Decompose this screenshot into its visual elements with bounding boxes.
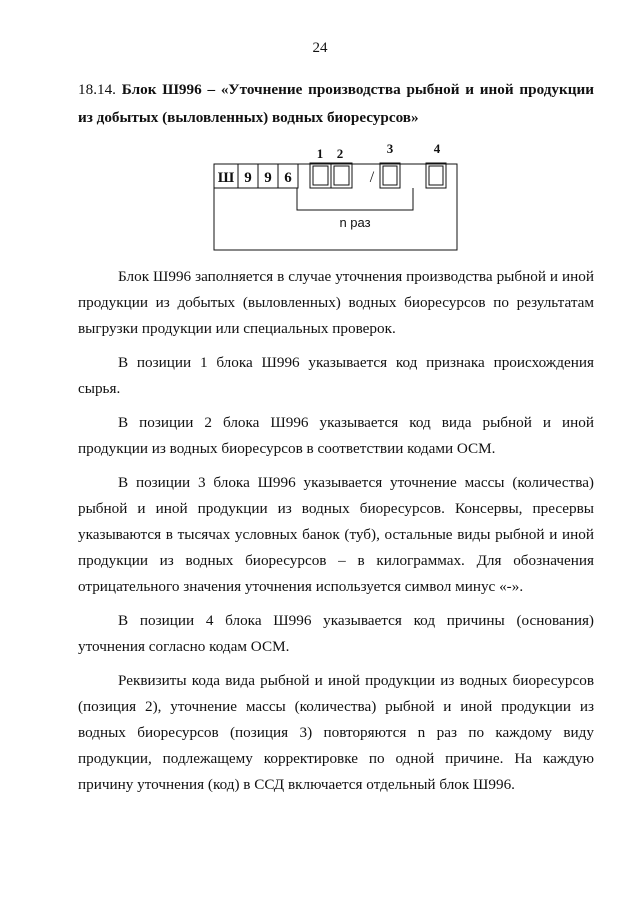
body-text xyxy=(78,264,594,806)
position-1-inner xyxy=(313,166,328,185)
block-code-digit: 9 xyxy=(264,170,272,186)
position-fields-1-2 xyxy=(310,163,352,188)
position-4-inner xyxy=(429,166,443,185)
block-code-digit: 9 xyxy=(244,170,252,186)
paragraph: В позиции 3 блока Ш996 указывается уточнение массы (количества) рыбной и иной продукции из водных биоресурсов. Консервы, пресервы указываются в тысячах условных банок (туб), остальные виды рыбной и иной продукции из водных биоресурсов – в килограммах. Для обозначения отрицательного значения уточнения используется символ минус «-». xyxy=(78,474,594,595)
section-title: Блок Ш996 – «Уточнение производства рыбной и иной продукции из добытых (выловленных) водных биоресурсов» xyxy=(78,81,595,126)
paragraph: Блок Ш996 заполняется в случае уточнения производства рыбной и иной продукции из добытых (выловленных) водных биоресурсов по результатам выгрузки продукции или специальных проверок. xyxy=(78,268,594,337)
block-code-letter: Ш xyxy=(217,170,235,186)
paragraph: Реквизиты кода вида рыбной и иной продукции из водных биоресурсов (позиция 2), уточнение массы (количества) рыбной и иной продукции из водных биоресурсов (позиция 3) повторяются n раз по каждому виду продукции, подлежащему корректировке по одной причине. На каждую причину уточнения (код) в ССД включается отдельный блок Ш996. xyxy=(78,672,594,793)
paragraph: В позиции 1 блока Ш996 указывается код признака происхождения сырья. xyxy=(78,354,594,397)
section-number: 18.14. xyxy=(78,81,116,98)
position-label-1: 1 xyxy=(316,146,324,161)
position-label-4: 4 xyxy=(433,141,441,156)
position-field-3 xyxy=(380,163,400,188)
block-code-digit: 6 xyxy=(284,170,292,186)
position-label-3: 3 xyxy=(386,141,394,156)
repeat-label: n раз xyxy=(339,215,371,230)
position-field-4 xyxy=(426,163,446,188)
paragraph: В позиции 4 блока Ш996 указывается код причины (основания) уточнения согласно кодам ОСМ. xyxy=(78,612,594,655)
value-separator: / xyxy=(369,169,375,186)
paragraph: В позиции 2 блока Ш996 указывается код вида рыбной и иной продукции из водных биоресурсов в соответствии кодами ОСМ. xyxy=(78,414,594,457)
repeat-bracket xyxy=(297,188,413,210)
position-label-2: 2 xyxy=(336,146,344,161)
position-3-inner xyxy=(383,166,397,185)
position-2-inner xyxy=(334,166,349,185)
page-number: 24 xyxy=(312,40,328,56)
